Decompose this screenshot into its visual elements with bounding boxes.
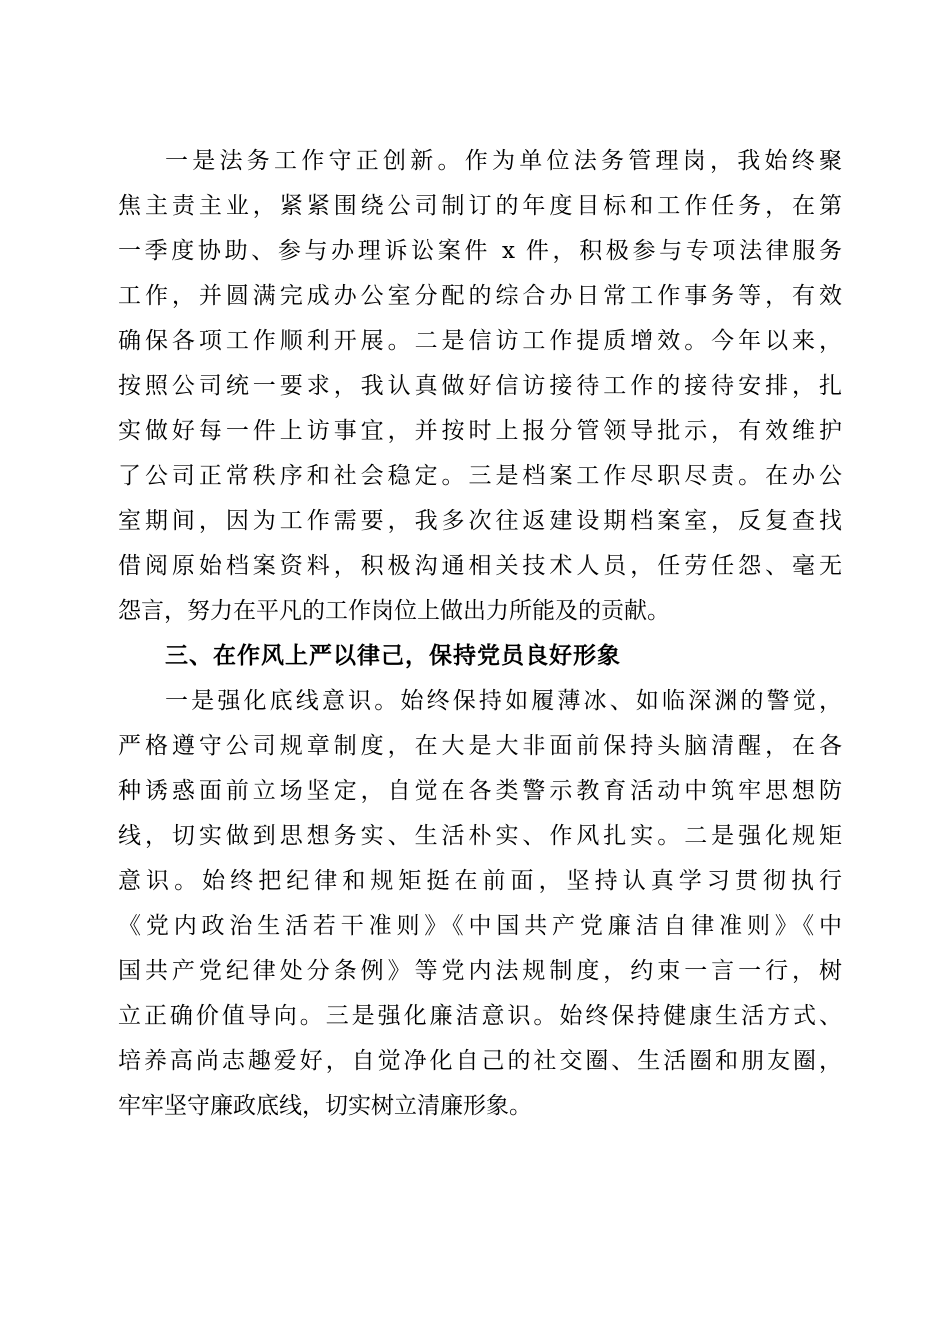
text-line: 确保各项工作顺利开展。二是信访工作提质增效。今年以来，	[118, 328, 842, 354]
text-line: 立正确价值导向。三是强化廉洁意识。始终保持健康生活方式、	[118, 1003, 842, 1029]
text-line: 工作，并圆满完成办公室分配的综合办日常工作事务等，有效	[118, 283, 842, 309]
text-line: 焦主责主业，紧紧围绕公司制订的年度目标和工作任务，在第	[118, 193, 842, 219]
document-body	[118, 139, 842, 1129]
text-line: 一季度协助、参与办理诉讼案件 x 件，积极参与专项法律服务	[118, 238, 842, 264]
text-line: 一是法务工作守正创新。作为单位法务管理岗，我始终聚	[165, 148, 842, 174]
text-line: 实做好每一件上访事宜，并按时上报分管领导批示，有效维护	[118, 418, 842, 444]
text-line: 室期间，因为工作需要，我多次往返建设期档案室，反复查找	[118, 508, 842, 534]
paragraph-work-duties	[118, 139, 842, 634]
text-line: 意识。始终把纪律和规矩挺在前面，坚持认真学习贯彻执行	[118, 868, 842, 894]
text-line: 按照公司统一要求，我认真做好信访接待工作的接待安排，扎	[118, 373, 842, 399]
text-line: 种诱惑面前立场坚定，自觉在各类警示教育活动中筑牢思想防	[118, 778, 842, 804]
text-line: 牢牢坚守廉政底线，切实树立清廉形象。	[118, 1093, 532, 1119]
text-line: 了公司正常秩序和社会稳定。三是档案工作尽职尽责。在办公	[118, 463, 842, 489]
text-line: 借阅原始档案资料，积极沟通相关技术人员，任劳任怨、毫无	[118, 553, 842, 579]
text-line: 培养高尚志趣爱好，自觉净化自己的社交圈、生活圈和朋友圈，	[118, 1048, 842, 1074]
text-line: 怨言，努力在平凡的工作岗位上做出力所能及的贡献。	[118, 598, 670, 624]
text-line: 线，切实做到思想务实、生活朴实、作风扎实。二是强化规矩	[118, 823, 842, 849]
text-line: 一是强化底线意识。始终保持如履薄冰、如临深渊的警觉，	[165, 688, 842, 714]
text-line: 《党内政治生活若干准则》《中国共产党廉洁自律准则》《中	[118, 913, 842, 939]
paragraph-work-style	[118, 679, 842, 1129]
section-heading: 三、在作风上严以律己，保持党员良好形象	[165, 643, 621, 669]
text-line: 国共产党纪律处分条例》等党内法规制度，约束一言一行，树	[118, 958, 842, 984]
text-line: 严格遵守公司规章制度，在大是大非面前保持头脑清醒，在各	[118, 733, 842, 759]
